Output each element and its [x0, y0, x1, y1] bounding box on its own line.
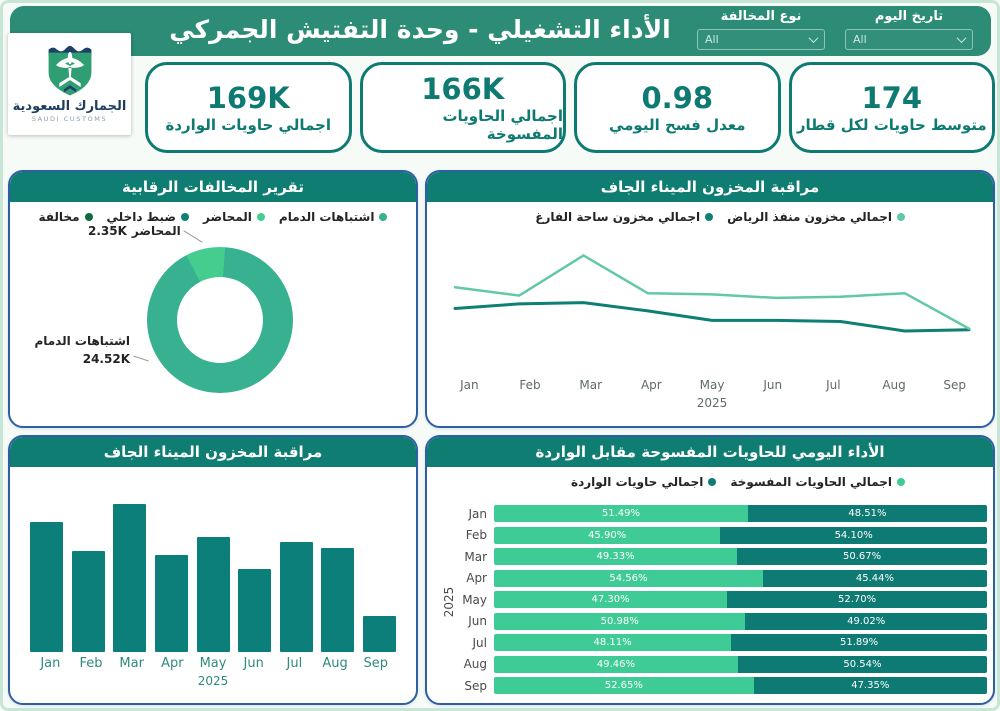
bar-panel-title: مراقبة المخزون الميناء الجاف: [10, 437, 416, 467]
kpi-label: معدل فسح اليومي: [608, 116, 746, 134]
segment-cleared[interactable]: 51.49%: [494, 505, 748, 522]
segment-incoming[interactable]: 45.44%: [763, 570, 987, 587]
callout-dammam: [24, 332, 130, 368]
legend-item[interactable]: [107, 210, 189, 224]
legend-dot: [257, 213, 265, 221]
line-series[interactable]: [455, 303, 969, 331]
segment-incoming[interactable]: 50.67%: [737, 548, 987, 565]
x-axis-tick: Jun: [763, 378, 783, 392]
filter-violation-type: [697, 9, 825, 50]
daily-performance-chart: [455, 505, 987, 699]
y-axis-tick: Jul: [472, 635, 487, 650]
kpi-label: متوسط حاويات لكل قطار: [796, 116, 987, 134]
inventory-line-chart[interactable]: [439, 234, 985, 374]
y-axis-tick: May: [462, 592, 487, 607]
legend-item[interactable]: [730, 475, 905, 489]
stack-y-axis-year: 2025: [442, 586, 456, 618]
segment-cleared[interactable]: 52.65%: [494, 677, 754, 694]
callout-records: [88, 224, 181, 238]
x-axis-tick: Mar: [119, 656, 144, 671]
kpi-label: اجمالي الحاويات المفسوخة: [442, 107, 563, 143]
filter-date-dropdown[interactable]: [845, 29, 973, 50]
legend-label: اشتباهات الدمام: [278, 210, 375, 224]
segment-cleared[interactable]: 45.90%: [494, 527, 720, 544]
bar-x-axis-year: 2025: [197, 674, 229, 688]
segment-cleared[interactable]: 47.30%: [494, 591, 727, 608]
kpi-daily-clearance-rate[interactable]: [574, 62, 781, 153]
inventory-bar-chart: [30, 501, 396, 652]
violations-report-title: تقرير المخالفات الرقابية: [10, 172, 416, 202]
callout-dammam-value: 24.52K: [82, 352, 130, 366]
legend-label: اجمالي الحاويات المفسوخة: [730, 475, 892, 489]
violations-legend: [10, 202, 416, 224]
legend-item[interactable]: [39, 210, 93, 224]
kpi-row: [145, 62, 995, 153]
callout-records-value: 2.35K: [88, 224, 127, 238]
x-axis-tick: Jul: [286, 656, 303, 671]
segment-incoming[interactable]: 52.70%: [727, 591, 987, 608]
callout-leader-line: [183, 230, 202, 243]
stack-row: [455, 613, 987, 630]
stack-row: [455, 656, 987, 673]
line-series[interactable]: [455, 255, 969, 328]
x-axis-tick: Apr: [640, 378, 662, 392]
stack-track: [494, 634, 987, 651]
stack-panel-title: الأداء اليومي للحاويات المفسوحة مقابل الواردة: [427, 437, 993, 467]
stack-track: [494, 656, 987, 673]
stack-row: [455, 570, 987, 587]
kpi-label: اجمالي حاويات الواردة: [165, 116, 331, 134]
stack-track: [494, 677, 987, 694]
x-axis-tick: Jul: [826, 378, 841, 392]
segment-incoming[interactable]: 50.54%: [738, 656, 987, 673]
x-axis-tick: Mar: [579, 378, 602, 392]
daily-performance-panel: [425, 435, 995, 705]
filter-date-label: تاريخ اليوم: [874, 9, 944, 24]
chevron-down-icon: [957, 33, 967, 43]
x-axis-tick: Feb: [79, 656, 103, 671]
y-axis-tick: Apr: [466, 571, 487, 585]
callout-dammam-label: اشتباهات الدمام: [34, 334, 130, 348]
stack-track: [494, 548, 987, 565]
dry-port-inventory-line-panel: [425, 170, 995, 428]
bar[interactable]: [280, 542, 313, 652]
filter-violation-type-dropdown[interactable]: [697, 29, 825, 50]
callout-leader-line: [133, 356, 149, 362]
callout-records-label: المحاضر: [131, 224, 181, 238]
legend-label: مخالفة: [38, 210, 80, 224]
segment-incoming[interactable]: 47.35%: [754, 677, 987, 694]
segment-cleared[interactable]: 50.98%: [494, 613, 745, 630]
legend-dot: [379, 213, 387, 221]
segment-incoming[interactable]: 54.10%: [720, 527, 987, 544]
stack-row: [455, 527, 987, 544]
legend-dot: [85, 213, 93, 221]
header-bar: [10, 6, 991, 56]
segment-cleared[interactable]: 49.33%: [494, 548, 737, 565]
kpi-value: 174: [861, 81, 923, 115]
legend-label: اجمالي حاويات الواردة: [571, 475, 704, 489]
segment-incoming[interactable]: 48.51%: [748, 505, 987, 522]
segment-incoming[interactable]: 49.02%: [745, 613, 987, 630]
legend-label: اجمالي مخزون منفذ الرياض: [727, 210, 892, 224]
y-axis-tick: Jan: [468, 506, 487, 521]
kpi-containers-per-train[interactable]: [789, 62, 996, 153]
stack-row: [455, 634, 987, 651]
x-axis-tick: Sep: [943, 378, 967, 392]
bar[interactable]: [30, 522, 63, 652]
x-axis-tick: May: [699, 378, 725, 392]
kpi-value: 169K: [206, 81, 290, 115]
page-title: الأداء التشغيلي - وحدة التفتيش الجمركي: [169, 15, 671, 44]
bar-x-axis: [30, 656, 396, 671]
legend-item[interactable]: [279, 210, 388, 224]
segment-cleared[interactable]: 48.11%: [494, 634, 731, 651]
logo-english-name: SAUDI CUSTOMS: [31, 115, 108, 123]
stack-track: [494, 505, 987, 522]
x-axis-tick: Sep: [363, 656, 388, 671]
y-axis-tick: Jun: [468, 614, 487, 628]
segment-incoming[interactable]: 51.89%: [731, 634, 987, 651]
y-axis-tick: Aug: [463, 657, 487, 671]
x-axis-tick: Feb: [519, 378, 541, 392]
stack-row: [455, 591, 987, 608]
filter-date-value: All: [853, 33, 867, 46]
stack-row: [455, 505, 987, 522]
y-axis-tick: Sep: [464, 678, 487, 693]
customs-shield-icon: [45, 45, 95, 97]
legend-label: ضبط داخلي: [106, 210, 177, 224]
legend-item[interactable]: [535, 210, 713, 224]
saudi-customs-logo: [8, 33, 131, 135]
legend-label: المحاضر: [203, 210, 252, 224]
dry-port-inventory-bar-panel: [8, 435, 418, 705]
bar[interactable]: [155, 555, 188, 652]
filter-violation-type-value: All: [705, 33, 719, 46]
kpi-cleared-containers[interactable]: [360, 62, 567, 153]
legend-dot: [708, 478, 716, 486]
legend-item[interactable]: [571, 475, 716, 489]
x-axis-tick: May: [199, 656, 227, 671]
stack-legend: [427, 467, 993, 489]
kpi-incoming-containers[interactable]: [145, 62, 352, 153]
kpi-value: 0.98: [641, 81, 714, 115]
bar[interactable]: [72, 551, 105, 652]
violations-report-panel: [8, 170, 418, 428]
legend-dot: [897, 478, 905, 486]
legend-dot: [181, 213, 189, 221]
bar[interactable]: [197, 537, 230, 652]
x-axis-tick: Jan: [40, 656, 61, 671]
bar[interactable]: [113, 504, 146, 652]
donut-hole: [177, 277, 263, 363]
line-x-axis: [439, 378, 985, 392]
legend-item[interactable]: [727, 210, 905, 224]
stack-track: [494, 570, 987, 587]
chevron-down-icon: [809, 33, 819, 43]
segment-cleared[interactable]: 49.46%: [494, 656, 738, 673]
line-x-axis-year: 2025: [696, 396, 728, 410]
legend-dot: [705, 213, 713, 221]
x-axis-tick: Aug: [322, 656, 348, 671]
bar[interactable]: [363, 616, 396, 652]
bar[interactable]: [238, 569, 271, 652]
x-axis-tick: Apr: [161, 656, 184, 671]
line-legend: [427, 202, 993, 224]
stack-track: [494, 591, 987, 608]
x-axis-tick: Aug: [882, 378, 906, 392]
bar[interactable]: [321, 548, 354, 652]
y-axis-tick: Mar: [464, 549, 487, 564]
x-axis-tick: Jan: [460, 378, 479, 392]
y-axis-tick: Feb: [465, 528, 487, 542]
segment-cleared[interactable]: 54.56%: [494, 570, 763, 587]
stack-row: [455, 548, 987, 565]
legend-label: اجمالي مخزون ساحة الفارغ: [535, 210, 701, 224]
legend-dot: [897, 213, 905, 221]
kpi-value: 166K: [421, 72, 505, 106]
stack-track: [494, 613, 987, 630]
filter-date: [845, 9, 973, 50]
legend-item[interactable]: [203, 210, 265, 224]
stack-row: [455, 677, 987, 694]
line-panel-title: مراقبة المخزون الميناء الجاف: [427, 172, 993, 202]
logo-arabic-name: الجمارك السعودية: [12, 99, 127, 114]
stack-track: [494, 527, 987, 544]
x-axis-tick: Jun: [243, 656, 264, 671]
filter-violation-type-label: نوع المخالفة: [720, 9, 802, 24]
